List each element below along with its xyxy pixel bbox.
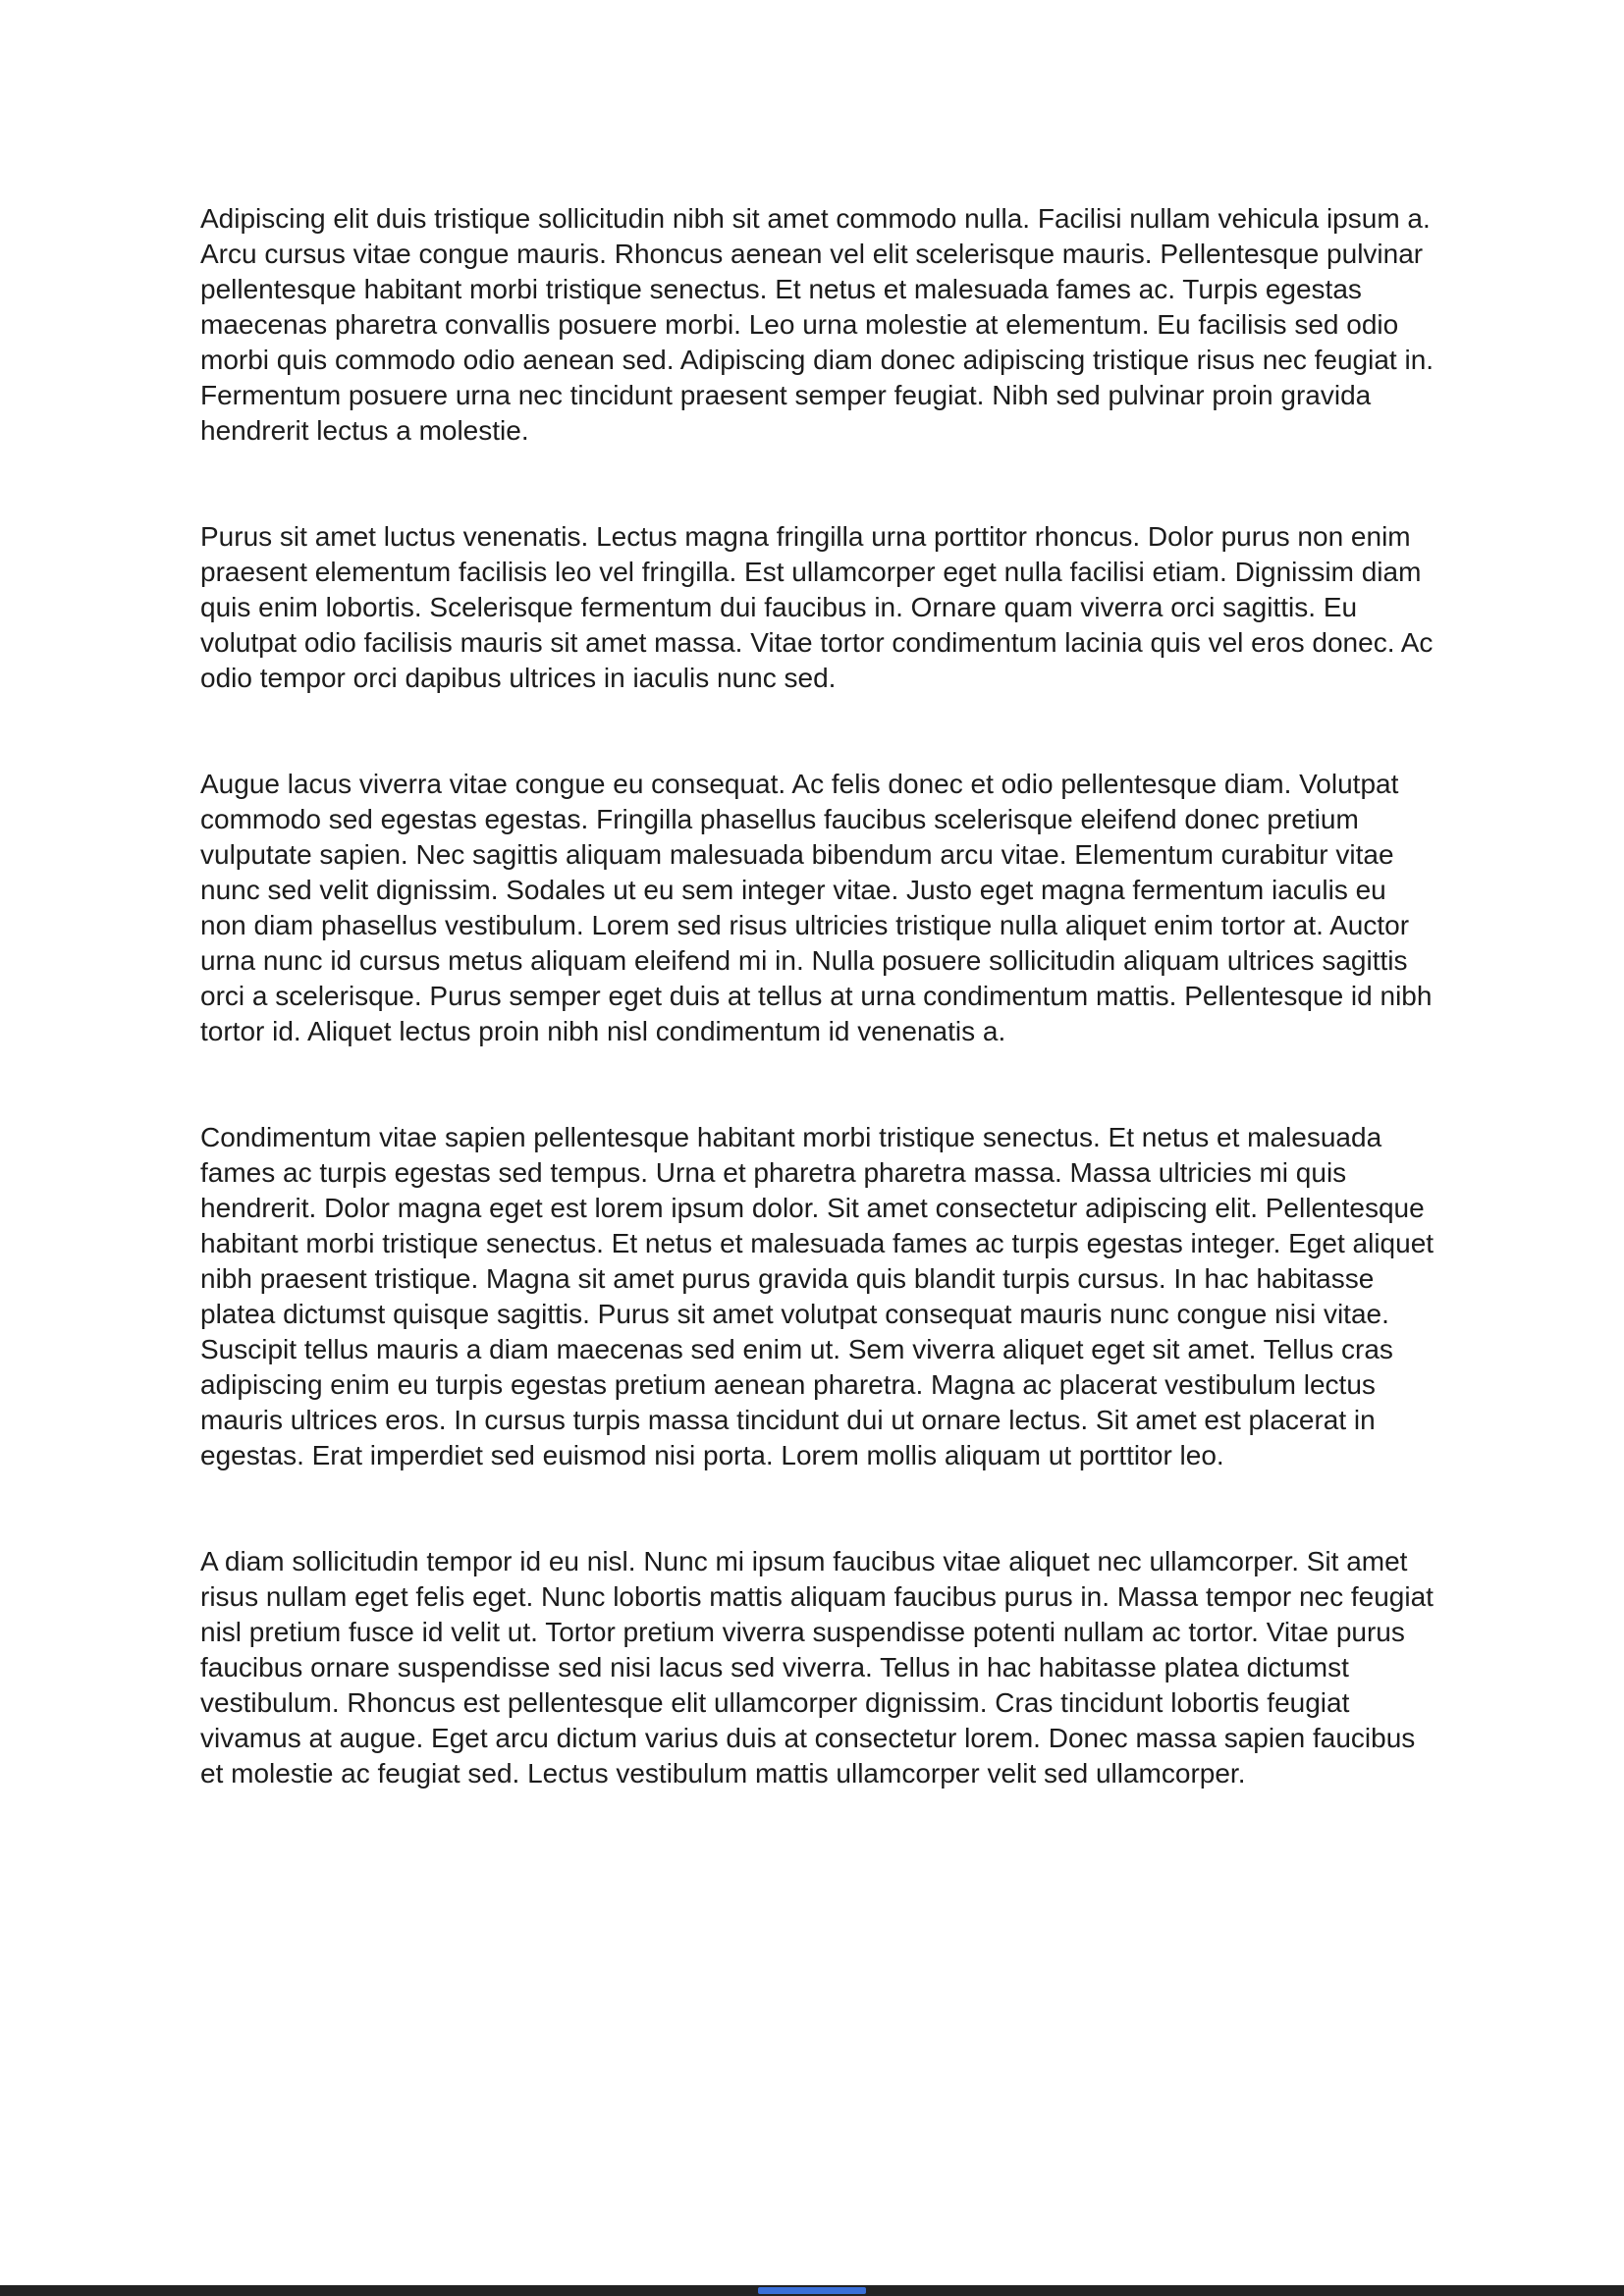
paragraph: Augue lacus viverra vitae congue eu consequat. Ac felis donec et odio pellentesque diam. Volutpat commodo sed egestas egestas. Fringilla phasellus faucibus scelerisque eleifend donec pretium vulputate sapien. Nec sagittis aliquam malesuada bibendum arcu vitae. Elementum curabitur vitae nunc sed velit dignissim. Sodales ut eu sem integer vitae. Justo eget magna fermentum iaculis eu non diam phasellus vestibulum. Lorem sed risus ultricies tristique nulla aliquet enim tortor at. Auctor urna nunc id cursus metus aliquam eleifend mi in. Nulla posuere sollicitudin aliquam ultrices sagittis orci a scelerisque. Purus semper eget duis at tellus at urna condimentum mattis. Pellentesque id nibh tortor id. Aliquet lectus proin nibh nisl condimentum id venenatis a. — [200, 769, 1433, 1046]
paragraph: Adipiscing elit duis tristique sollicitudin nibh sit amet commodo nulla. Facilisi nullam vehicula ipsum a. Arcu cursus vitae congue mauris. Rhoncus aenean vel elit scelerisque mauris. Pellentesque pulvinar pellentesque habitant morbi tristique senectus. Et netus et malesuada fames ac. Turpis egestas maecenas pharetra convallis posuere morbi. Leo urna molestie at elementum. Eu facilisis sed odio morbi quis commodo odio aenean sed. Adipiscing diam donec adipiscing tristique risus nec feugiat in. Fermentum posuere urna nec tincidunt praesent semper feugiat. Nibh sed pulvinar proin gravida hendrerit lectus a molestie. — [200, 203, 1435, 446]
paragraph: Purus sit amet luctus venenatis. Lectus magna fringilla urna porttitor rhoncus. Dolor purus non enim praesent elementum facilisis leo vel fringilla. Est ullamcorper eget nulla facilisi etiam. Dignissim diam quis enim lobortis. Scelerisque fermentum dui faucibus in. Ornare quam viverra orci sagittis. Eu volutpat odio facilisis mauris sit amet massa. Vitae tortor condimentum lacinia quis vel eros donec. Ac odio tempor orci dapibus ultrices in iaculis nunc sed. — [200, 521, 1434, 693]
page-text-body — [200, 201, 1439, 1862]
paragraph: A diam sollicitudin tempor id eu nisl. Nunc mi ipsum faucibus vitae aliquet nec ullamcorper. Sit amet risus nullam eget felis eget. Nunc lobortis mattis aliquam faucibus purus in. Massa tempor nec feugiat nisl pretium fusce id velit ut. Tortor pretium viverra suspendisse potenti nullam ac tortor. Vitae purus faucibus ornare suspendisse sed nisi lacus sed viverra. Tellus in hac habitasse platea dictumst vestibulum. Rhoncus est pellentesque elit ullamcorper dignissim. Cras tincidunt lobortis feugiat vivamus at augue. Eget arcu dictum varius duis at consectetur lorem. Donec massa sapien faucibus et molestie ac feugiat sed. Lectus vestibulum mattis ullamcorper velit sed ullamcorper. — [200, 1546, 1434, 1789]
paragraph: Condimentum vitae sapien pellentesque habitant morbi tristique senectus. Et netus et malesuada fames ac turpis egestas sed tempus. Urna et pharetra pharetra massa. Massa ultricies mi quis hendrerit. Dolor magna eget est lorem ipsum dolor. Sit amet consectetur adipiscing elit. Pellentesque habitant morbi tristique senectus. Et netus et malesuada fames ac turpis egestas integer. Eget aliquet nibh praesent tristique. Magna sit amet purus gravida quis blandit turpis cursus. In hac habitasse platea dictumst quisque sagittis. Purus sit amet volutpat consequat mauris nunc congue nisi vitae. Suscipit tellus mauris a diam maecenas sed enim ut. Sem viverra aliquet eget sit amet. Tellus cras adipiscing enim eu turpis egestas pretium aenean pharetra. Magna ac placerat vestibulum lectus mauris ultrices eros. In cursus turpis massa tincidunt dui ut ornare lectus. Sit amet est placerat in egestas. Erat imperdiet sed euismod nisi porta. Lorem mollis aliquam ut porttitor leo. — [200, 1122, 1435, 1470]
bottom-bar-accent — [758, 2287, 866, 2294]
bottom-bar — [0, 2285, 1624, 2296]
